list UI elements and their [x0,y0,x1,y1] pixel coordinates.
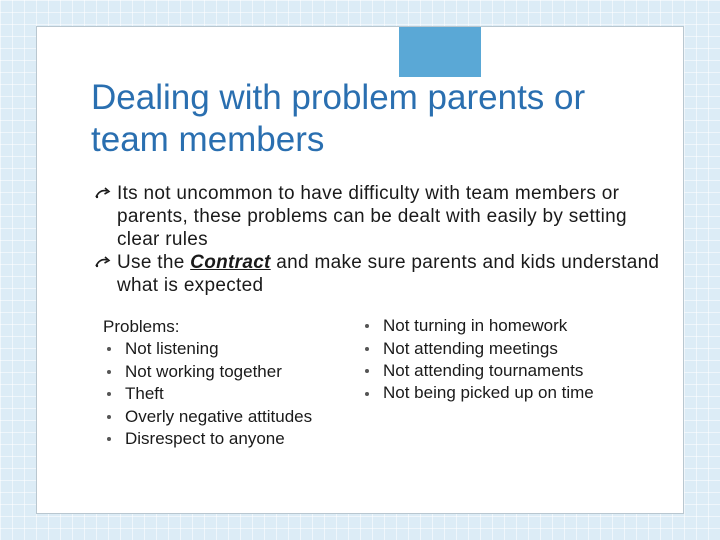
contract-emphasis: Contract [190,252,271,273]
list-item [361,360,621,383]
problems-heading: Problems: [103,317,180,336]
slide-title: Dealing with problem parents or team members [91,78,586,159]
bullet-item [91,182,661,251]
bullet-dot-icon [365,347,369,351]
bullet-dot-icon [365,369,369,373]
accent-bar [399,27,481,77]
list-item-text: Overly negative attitudes [125,406,313,426]
bullet-list [91,182,661,297]
bullet-text-after: and make sure parents and kids understand what is expected [117,252,660,296]
list-item-text: Not attending meetings [383,338,558,358]
arrow-icon [95,256,111,268]
bullet-dot-icon [107,392,111,396]
list-item-text: Not working together [125,361,282,381]
bullet-dot-icon [365,324,369,328]
list-item-text: Not attending tournaments [383,361,584,380]
problems-list-right [361,315,621,402]
list-item-text: Not turning in homework [383,316,568,335]
bullet-dot-icon [107,415,111,419]
bullet-dot-icon [107,370,111,374]
problems-list [103,338,363,451]
problems-column-right [361,315,621,402]
list-item [361,383,621,402]
list-item [103,428,363,451]
list-item-text: Disrespect to anyone [125,429,285,448]
list-item [361,315,621,338]
bullet-item [91,251,661,297]
list-item-text: Not listening [125,339,219,358]
bullet-text-before: Use the [117,252,191,273]
list-item [103,338,363,361]
slide [36,26,684,514]
list-item [103,361,363,384]
bullet-dot-icon [365,392,369,396]
arrow-icon [95,187,111,199]
list-item [361,338,621,361]
list-item-text: Not being picked up on time [383,382,594,402]
bullet-dot-icon [107,347,111,351]
bullet-dot-icon [107,437,111,441]
problems-column [103,315,363,451]
list-item [103,383,363,406]
bullet-text: Its not uncommon to have difficulty with team members or parents, these problems can be dealt with easily by setting clear rules [117,183,627,250]
list-item [103,406,363,429]
list-item-text: Theft [125,384,164,403]
